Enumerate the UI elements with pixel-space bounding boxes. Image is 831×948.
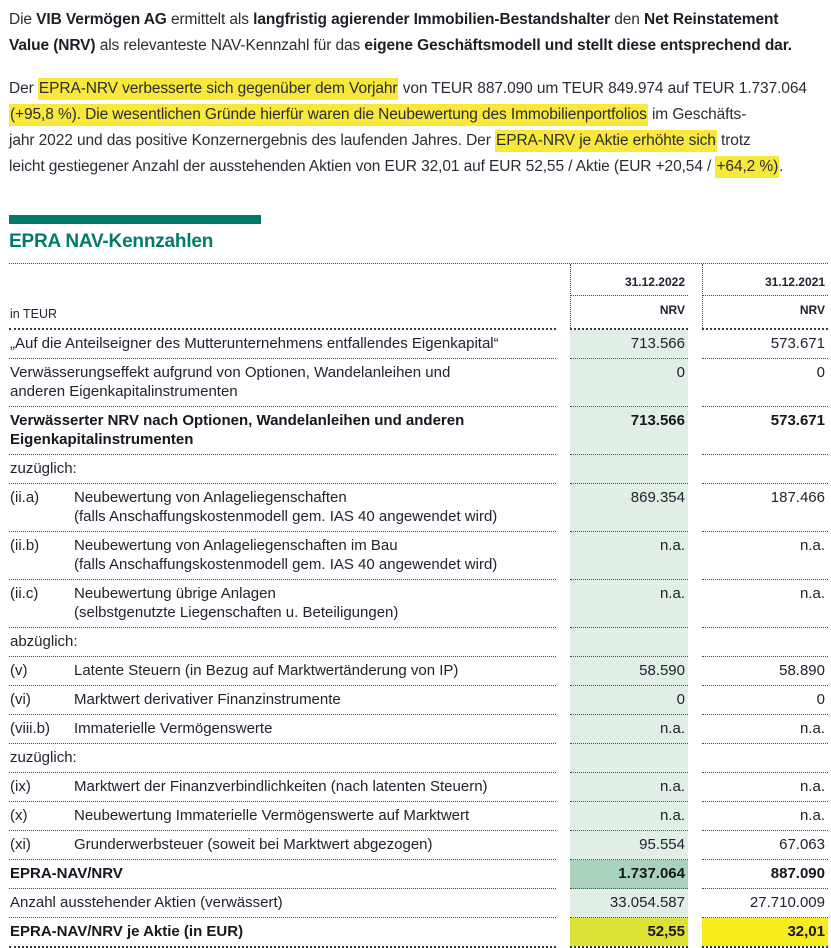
column-date-2021: 31.12.2021 [703, 264, 828, 296]
row-label-line1: Marktwert derivativer Finanzinstrumente [74, 691, 341, 708]
row-code: (ii.b) [10, 537, 40, 554]
row-label-line2: Eigenkapitalinstrumenten [10, 431, 194, 448]
value-2022: 869.354 [570, 484, 688, 532]
column-date-2022: 31.12.2022 [571, 264, 688, 296]
section-title: EPRA NAV-Kennzahlen [9, 231, 214, 252]
row-label [9, 802, 556, 831]
row-label [9, 580, 556, 628]
intro-text: als relevanteste NAV-Kennzahl für das [95, 37, 365, 54]
summary-text: . [779, 158, 784, 175]
row-label [9, 532, 556, 580]
value-2022: 0 [570, 686, 688, 715]
unit-label: in TEUR [10, 307, 58, 321]
value-2021-empty [702, 628, 828, 657]
value-2021: 573.671 [702, 407, 828, 455]
value-2021: 187.466 [702, 484, 828, 532]
summary-paragraph [9, 76, 828, 180]
value-2021-empty [702, 455, 828, 484]
value-2022-highlighted: 52,55 [570, 918, 688, 946]
highlight-percentage: +64,2 %) [715, 156, 779, 178]
value-2021: 0 [702, 359, 828, 407]
value-2021: 67.063 [702, 831, 828, 860]
row-label: Anzahl ausstehender Aktien (verwässert) [9, 889, 556, 918]
value-2022-highlighted: 1.737.064 [570, 860, 688, 889]
value-2022: n.a. [570, 532, 688, 580]
value-2021: n.a. [702, 802, 828, 831]
value-2022: 0 [570, 359, 688, 407]
row-label [9, 484, 556, 532]
row-label-line1: Immaterielle Vermögenswerte [74, 720, 273, 737]
value-2021: 887.090 [702, 860, 828, 889]
row-label-line1: Neubewertung Immaterielle Vermögenswerte auf Marktwert [74, 807, 470, 824]
intro-text: den [610, 11, 645, 28]
row-code: (v) [10, 662, 28, 679]
value-2021: 573.671 [702, 330, 828, 359]
table-row [9, 359, 828, 407]
row-code: (x) [10, 807, 28, 824]
value-2022-empty [570, 744, 688, 773]
intro-bold-company: VIB Vermögen AG [36, 11, 167, 28]
value-2022: n.a. [570, 580, 688, 628]
value-2022: 33.054.587 [570, 889, 688, 918]
table-row [9, 715, 828, 744]
table-row [9, 657, 828, 686]
table-section-row [9, 744, 828, 773]
summary-text: von TEUR 887.090 um TEUR 849.974 auf TEUR 1.737.064 [398, 80, 807, 97]
row-label: „Auf die Anteilseigner des Mutterunternehmens entfallendes Eigenkapital“ [9, 330, 556, 359]
summary-line-2 [9, 102, 828, 128]
intro-bold-strategy: langfristig agierender Immobilien-Bestandshalter [253, 11, 611, 28]
intro-bold-model: eigene Geschäftsmodell und stellt diese entsprechend dar. [364, 37, 792, 54]
value-2021: 58.890 [702, 657, 828, 686]
intro-bold-nrv: Value (NRV) [9, 37, 96, 54]
highlight-per-share: EPRA-NRV je Aktie erhöhte sich [495, 130, 717, 152]
intro-line-2 [9, 33, 828, 59]
row-label-line2: (falls Anschaffungskostenmodell gem. IAS 40 angewendet wird) [74, 556, 498, 573]
table-row [9, 407, 828, 455]
row-label [9, 831, 556, 860]
value-2022: 58.590 [570, 657, 688, 686]
highlight-reasons: (+95,8 %). Die wesentlichen Gründe hierfür waren die Neubewertung des Immobilienportfolios [9, 104, 648, 126]
row-label-line1: Verwässerungseffekt aufgrund von Optionen, Wandelanleihen und [10, 364, 451, 381]
intro-bold-nrv: Net Reinstatement [644, 11, 779, 28]
section-label: abzüglich: [9, 628, 556, 657]
table-row [9, 889, 828, 918]
column-metric-2022: NRV [659, 303, 685, 317]
row-label-line2: (selbstgenutzte Liegenschaften u. Beteiligungen) [74, 604, 399, 621]
table-row [9, 532, 828, 580]
value-2022: 713.566 [570, 407, 688, 455]
row-label [9, 686, 556, 715]
table-section-row [9, 628, 828, 657]
table-row [9, 773, 828, 802]
row-label [9, 657, 556, 686]
table-row [9, 831, 828, 860]
row-label [9, 773, 556, 802]
row-code: (xi) [10, 836, 31, 853]
value-2021: 27.710.009 [702, 889, 828, 918]
section-accent-bar [9, 215, 261, 224]
summary-line-1 [9, 76, 828, 102]
value-2021: n.a. [702, 532, 828, 580]
row-label [9, 407, 556, 455]
table-section-row [9, 455, 828, 484]
table-row [9, 484, 828, 532]
table-row [9, 802, 828, 831]
table-header [9, 264, 828, 328]
row-code: (ix) [10, 778, 31, 795]
row-label-line1: Marktwert der Finanzverbindlichkeiten (nach latenten Steuern) [74, 778, 488, 795]
row-label-line1: Neubewertung von Anlageliegenschaften [74, 489, 347, 506]
summary-text: jahr 2022 und das positive Konzernergebnis des laufenden Jahres. Der [9, 132, 495, 149]
intro-text: Die [9, 11, 37, 28]
column-metric-2021: NRV [799, 303, 825, 317]
row-label-line1: Neubewertung von Anlageliegenschaften im Bau [74, 537, 398, 554]
value-2021: n.a. [702, 715, 828, 744]
summary-text: leicht gestiegener Anzahl der ausstehenden Aktien von EUR 32,01 auf EUR 52,55 / Aktie (EUR +20,54 / [9, 158, 716, 175]
intro-line-1 [9, 7, 828, 33]
table-row-epra-nav-per-share [9, 918, 828, 946]
value-2021: n.a. [702, 773, 828, 802]
section-label: zuzüglich: [9, 455, 556, 484]
highlight-nrv-improvement: EPRA-NRV verbesserte sich gegenüber dem Vorjahr [38, 78, 399, 100]
column-header-2022 [570, 264, 688, 328]
table-row [9, 686, 828, 715]
summary-text: im Geschäfts- [647, 106, 747, 123]
row-label-line1: Latente Steuern (in Bezug auf Marktwertänderung von IP) [74, 662, 459, 679]
summary-line-4 [9, 154, 828, 180]
summary-text: Der [9, 80, 38, 97]
row-label [9, 359, 556, 407]
section-label: zuzüglich: [9, 744, 556, 773]
value-2022: n.a. [570, 773, 688, 802]
table-row-epra-nav-nrv [9, 860, 828, 889]
value-2022: n.a. [570, 715, 688, 744]
row-code: (vi) [10, 691, 31, 708]
row-label [9, 715, 556, 744]
value-2021: 0 [702, 686, 828, 715]
value-2022: 713.566 [570, 330, 688, 359]
row-code: (viii.b) [10, 720, 50, 737]
summary-text: trotz [716, 132, 751, 149]
value-2022-empty [570, 628, 688, 657]
row-code: (ii.c) [10, 585, 39, 602]
summary-line-3 [9, 128, 828, 154]
value-2021-empty [702, 744, 828, 773]
value-2022: 95.554 [570, 831, 688, 860]
intro-text: ermittelt als [166, 11, 254, 28]
row-label-line2: anderen Eigenkapitalinstrumenten [10, 383, 238, 400]
row-code: (ii.a) [10, 489, 40, 506]
value-2022: n.a. [570, 802, 688, 831]
row-label: EPRA-NAV/NRV je Aktie (in EUR) [10, 923, 244, 940]
row-label: EPRA-NAV/NRV [9, 860, 556, 889]
value-2021-highlighted: 32,01 [702, 918, 828, 946]
value-2022-empty [570, 455, 688, 484]
table-row [9, 330, 828, 359]
row-label-line1: Grunderwerbsteuer (soweit bei Marktwert abgezogen) [74, 836, 433, 853]
value-2021: n.a. [702, 580, 828, 628]
row-label-line1: Verwässerter NRV nach Optionen, Wandelanleihen und anderen [10, 412, 465, 429]
row-label-line2: (falls Anschaffungskostenmodell gem. IAS 40 angewendet wird) [74, 508, 498, 525]
intro-paragraph [9, 0, 828, 59]
table-row [9, 580, 828, 628]
column-header-2021 [702, 264, 828, 328]
row-label-line1: Neubewertung übrige Anlagen [74, 585, 276, 602]
epra-nav-table [9, 263, 828, 948]
